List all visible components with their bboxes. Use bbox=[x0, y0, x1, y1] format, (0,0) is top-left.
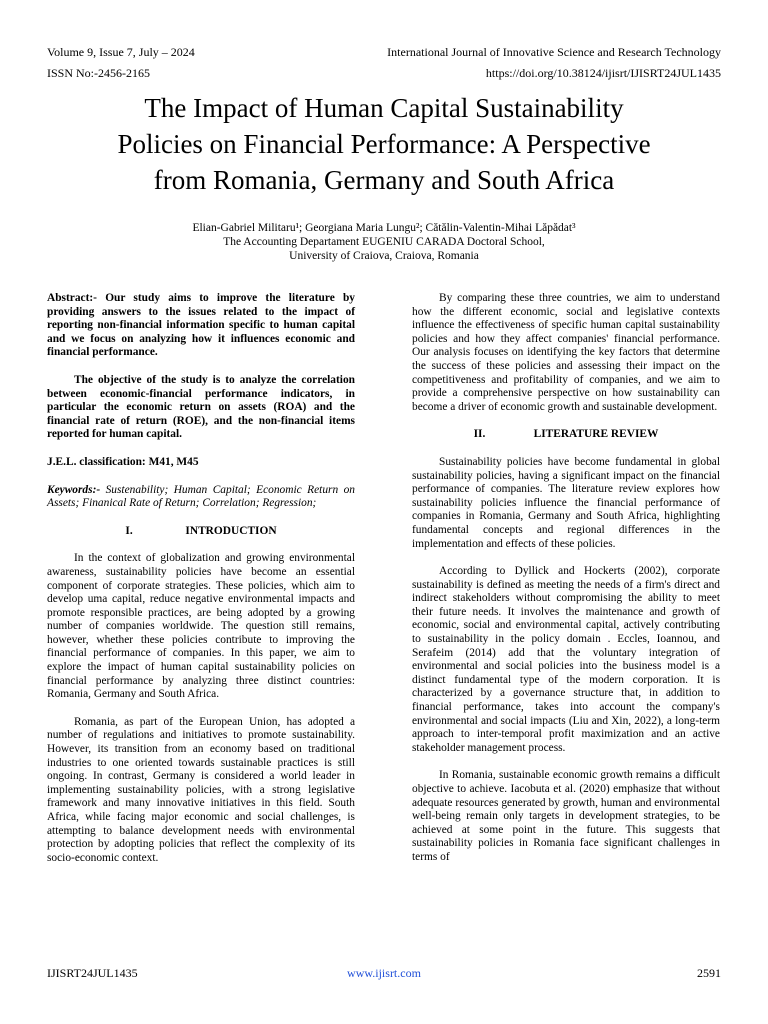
footer-website-link[interactable]: www.ijisrt.com bbox=[347, 966, 421, 980]
title-line-1: The Impact of Human Capital Sustainability bbox=[144, 93, 624, 123]
title-line-2: Policies on Financial Performance: A Perspective bbox=[117, 129, 651, 159]
section-heading-literature-review bbox=[412, 428, 720, 442]
left-column bbox=[47, 292, 355, 879]
abstract-text: Our study aims to improve the literature by providing answers to the issues related to the impact of reporting non-financial information specific to human capital and we focus on analyzing how it influences economic and financial performance. bbox=[47, 292, 355, 359]
page-number: 2591 bbox=[697, 966, 721, 980]
title-line-3: from Romania, Germany and South Africa bbox=[153, 165, 615, 195]
literature-paragraph-2: According to Dyllick and Hockerts (2002), corporate sustainability is defined as meeting the needs of a firm's direct and indirect stakeholders without compromising the ability to meet their future needs. It involves the maintenance and growth of economic, social and environmental capital, actively contributing to sustainability in the policy domain . Eccles, Ioannou, and Serafeim (2014) add that the voluntary integration of environmental and social policies into the business model is a distinct fundamental type of the modern corporation. It is characterized by a governance structure that, in addition to financial performance, takes into account the company's environmental and social impacts (Liu and Xin, 2022), a long-term approach to inter-temporal profit maximization and an active stakeholder management process. bbox=[412, 565, 720, 754]
intro-paragraph-1: In the context of globalization and growing environmental awareness, sustainability policies have become an essential component of corporate strategies. These policies, which aim to develop uma capital, reduce negative environmental impacts and promote responsible practices, are being adopted by a growing number of companies worldwide. The question still remains, however, whether these policies contribute to improving the financial performance of companies. In this paper, we aim to explore the impact of human capital sustainability policies on financial performance by analyzing three distinct countries: Romania, Germany and South Africa. bbox=[47, 552, 355, 701]
author-names: Elian-Gabriel Militaru¹; Georgiana Maria Lungu²; Cătălin-Valentin-Mihai Lăpădat³ bbox=[192, 222, 576, 234]
volume-info: Volume 9, Issue 7, July – 2024 bbox=[47, 45, 195, 59]
paper-title bbox=[40, 90, 728, 198]
keywords bbox=[47, 484, 355, 511]
author-block bbox=[40, 221, 728, 263]
section-title: INTRODUCTION bbox=[185, 524, 277, 537]
affiliation-line-2: University of Craiova, Craiova, Romania bbox=[289, 250, 479, 262]
footer-paper-code: IJISRT24JUL1435 bbox=[47, 966, 138, 980]
keywords-text: Sustenability; Human Capital; Economic Return on Assets; Finanical Rate of Return; Correlation; Regression; bbox=[47, 483, 355, 510]
section-number: I. bbox=[125, 524, 133, 537]
jel-classification: J.E.L. classification: M41, M45 bbox=[47, 455, 199, 468]
affiliation-line-1: The Accounting Departament EUGENIU CARADA Doctoral School, bbox=[223, 236, 545, 248]
issn: ISSN No:-2456-2165 bbox=[47, 66, 151, 80]
literature-paragraph-1: Sustainability policies have become fundamental in global sustainability policies, having a significant impact on the financial performance of companies. The literature review explores how sustainability policies influence the financial performance of companies in Romania, Germany and South Africa, highlighting fundamental concepts and regional differences in the implementation and effects of these policies. bbox=[412, 455, 720, 550]
intro-paragraph-3: By comparing these three countries, we aim to understand how the different economic, social and legislative contexts influence the effectiveness of specific human capital sustainability policies and how they affect companies' financial performance. Our analysis focuses on identifying the key factors that determine the success of these policies and assessing their impact on the competitiveness and profitability of companies, and we aim to provide a comprehensive perspective on how sustainability can become a driver of economic growth and sustainable development. bbox=[412, 292, 720, 413]
section-number: II. bbox=[473, 428, 486, 441]
doi-link[interactable]: https://doi.org/10.38124/ijisrt/IJISRT24JUL1435 bbox=[485, 66, 721, 80]
section-heading-introduction bbox=[47, 525, 355, 539]
abstract-label: Abstract:- bbox=[47, 292, 106, 304]
objective-paragraph: The objective of the study is to analyze the correlation between economic-financial performance indicators, in particular the economic return on assets (ROA) and the financial rate of return (ROE), and the non-financial items reported for human capital. bbox=[47, 373, 355, 441]
section-title: LITERATURE REVIEW bbox=[533, 428, 659, 441]
right-column bbox=[412, 292, 720, 879]
keywords-label: Keywords:- bbox=[47, 483, 106, 496]
journal-name: International Journal of Innovative Science and Research Technology bbox=[387, 45, 721, 59]
intro-paragraph-2: Romania, as part of the European Union, has adopted a number of regulations and initiatives to promote sustainability. However, its transition from an economy based on traditional industries to one oriented towards sustainable practices is still ongoing. In contrast, Germany is considered a world leader in implementing sustainability policies, with a strong legislative framework and many innovative initiatives in this field. South Africa, while facing major economic and social challenges, is attempting to balance development needs with environmental protection by adopting policies that reflect the complexity of its socio-economic context. bbox=[47, 715, 355, 864]
abstract bbox=[47, 292, 355, 360]
literature-paragraph-3: In Romania, sustainable economic growth remains a difficult objective to achieve. Iacobuta et al. (2020) emphasize that without adequate resources generated by growth, human and environmental well-being remain only targets in development strategies, to be achieved at some point in the future. This suggests that sustainability policies in Romania face significant challenges in terms of bbox=[412, 769, 720, 863]
